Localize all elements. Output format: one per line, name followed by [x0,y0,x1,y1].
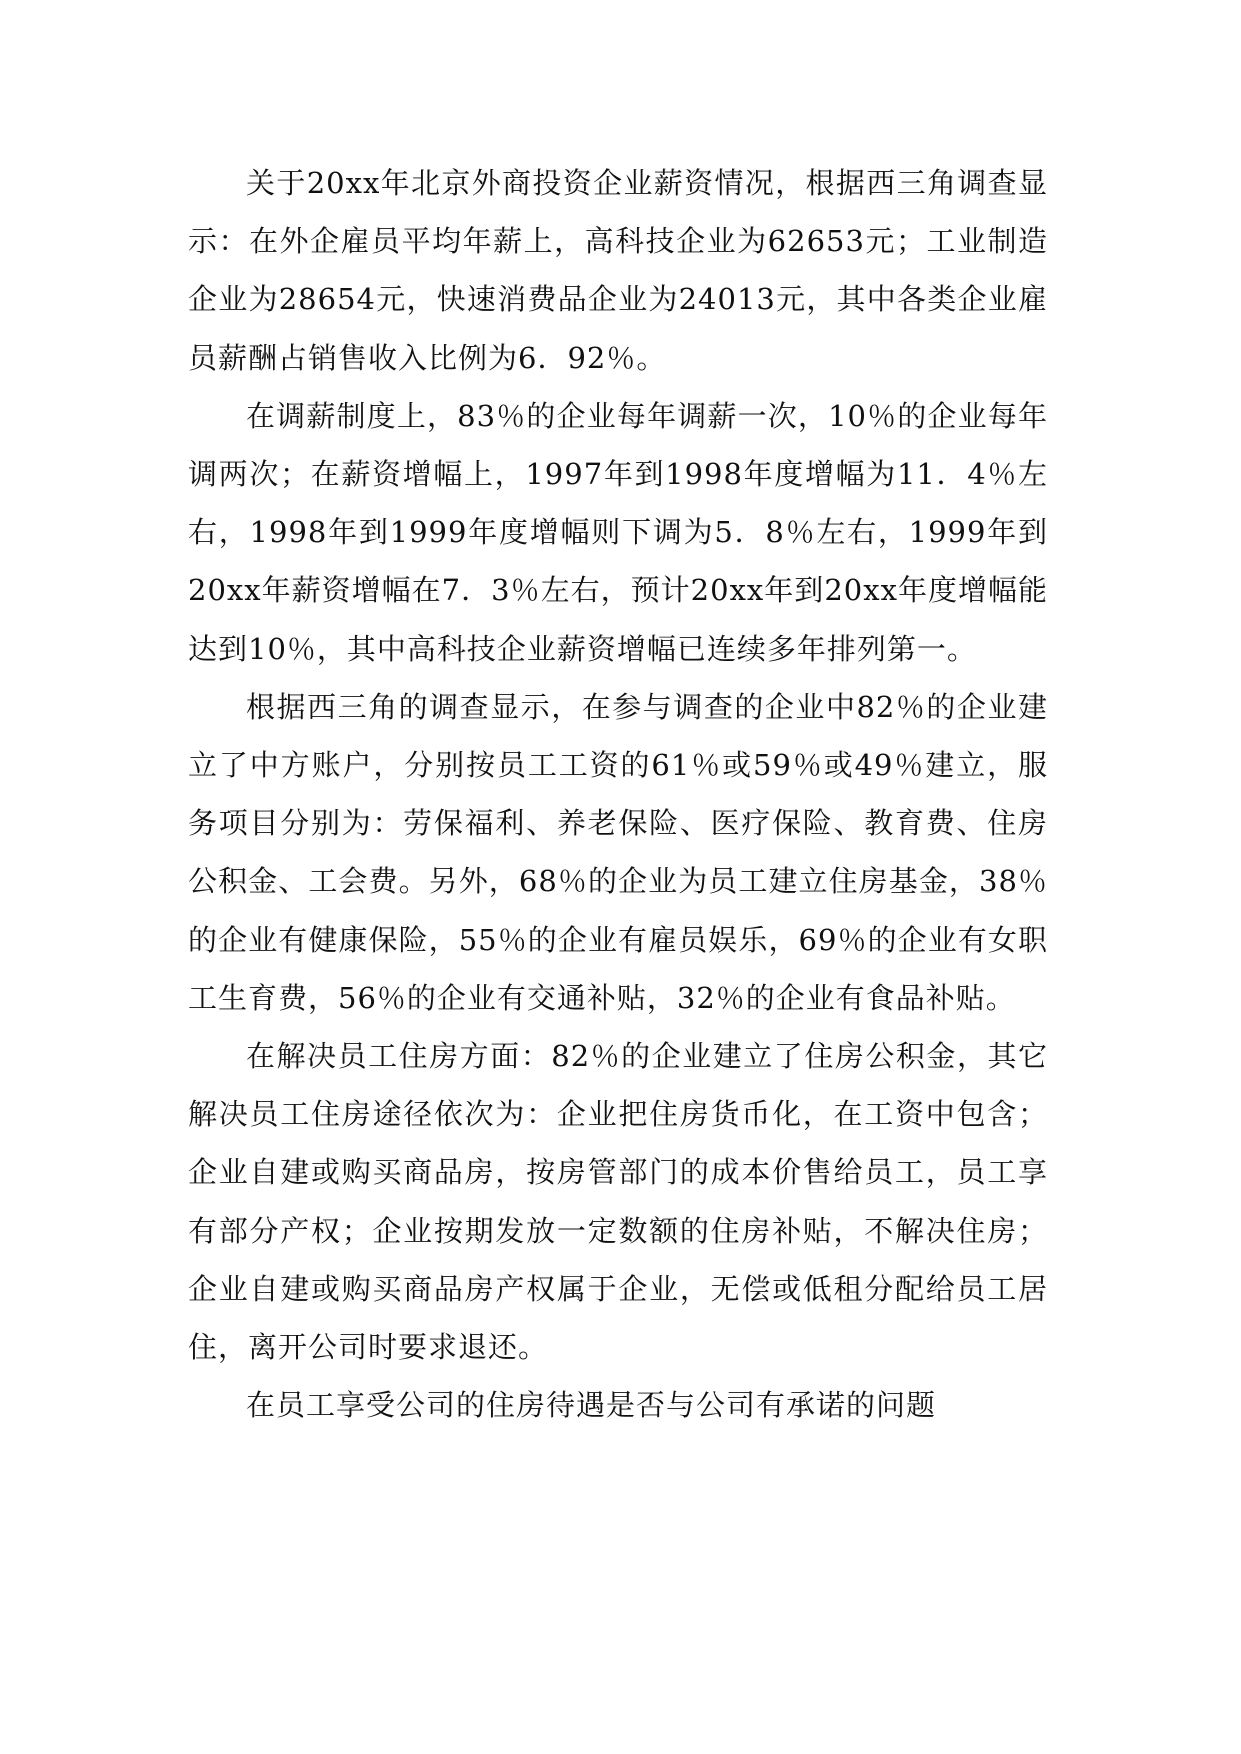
paragraph-housing: 在解决员工住房方面：82％的企业建立了住房公积金，其它解决员工住房途径依次为：企业把住房货币化，在工资中包含；企业自建或购买商品房，按房管部门的成本价售给员工，员工享有部分产权；企业按期发放一定数额的住房补贴，不解决住房；企业自建或购买商品房产权属于企业，无偿或低租分配给员工居住，离开公司时要求退还。 [188,1039,1048,1365]
document-page [188,154,1048,1434]
paragraph-benefits: 根据西三角的调查显示，在参与调查的企业中82％的企业建立了中方账户，分别按员工工资的61％或59％或49％建立，服务项目分别为：劳保福利、养老保险、医疗保险、教育费、住房公积金、工会费。另外，68％的企业为员工建立住房基金，38％的企业有健康保险，55％的企业有雇员娱乐，69％的企业有女职工生育费，56％的企业有交通补贴，32％的企业有食品补贴。 [188,689,1048,1015]
paragraph-salary-overview: 关于20xx年北京外商投资企业薪资情况，根据西三角调查显示：在外企雇员平均年薪上，高科技企业为62653元；工业制造企业为28654元，快速消费品企业为24013元，其中各类企业雇员薪酬占销售收入比例为6．92％。 [188,166,1048,375]
paragraph-housing-commitment: 在员工享受公司的住房待遇是否与公司有承诺的问题 [246,1388,937,1423]
paragraph-salary-adjustment: 在调薪制度上，83％的企业每年调薪一次，10％的企业每年调两次；在薪资增幅上，1997年到1998年度增幅为11．4％左右，1998年到1999年度增幅则下调为5．8％左右，1999年到20xx年薪资增幅在7．3％左右，预计20xx年到20xx年度增幅能达到10％，其中高科技企业薪资增幅已连续多年排列第一。 [188,398,1048,666]
